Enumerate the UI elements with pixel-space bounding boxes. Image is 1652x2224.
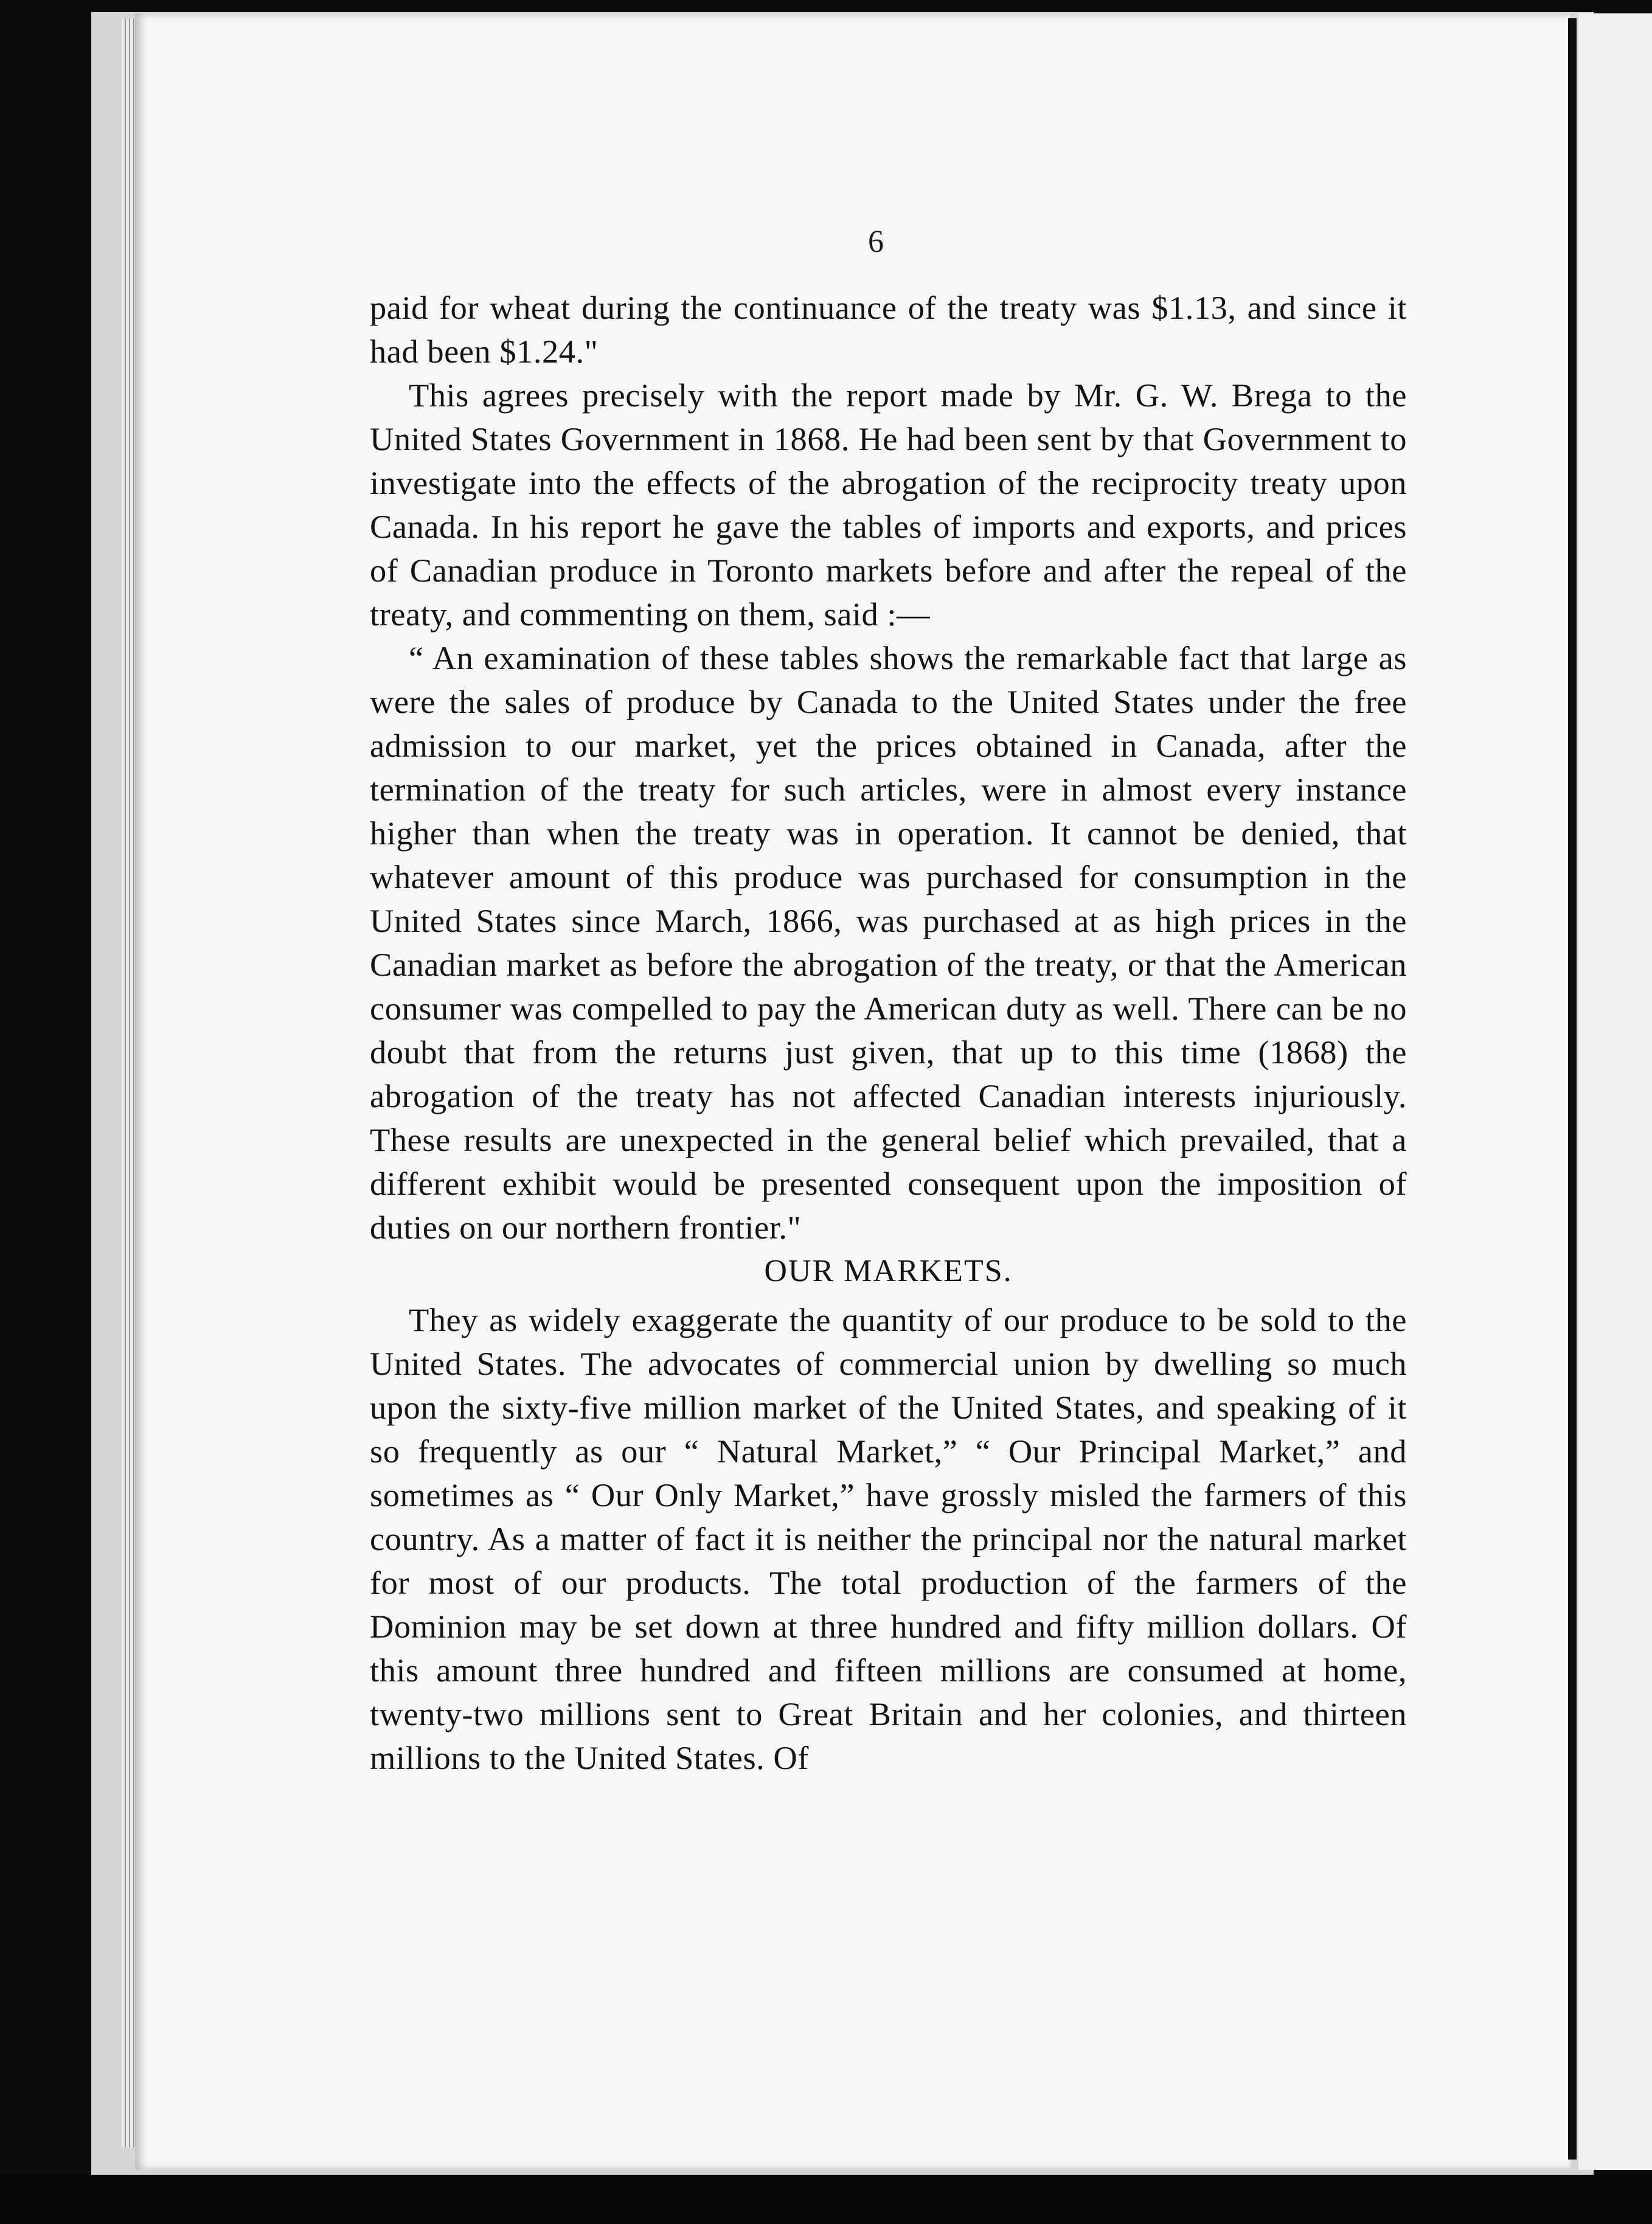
page-gutter [1568,18,1577,2160]
page-number: 6 [868,224,884,259]
paragraph-continuation: paid for wheat during the continuance of the treaty was $1.13, and since it had been $1.24." [370,289,1407,370]
paragraph-quotation: “ An examination of these tables shows the remarkable fact that large as were the sales of produce by Canada to the United States under the free admission to our market, yet the prices obtained in Canada, after the termination of the treaty for such articles, were in almost every instance higher than when the treaty was in operation. It cannot be denied, that whatever amount of this produce was purchased for consumption in the United States since March, 1866, was purchased at as high prices in the Canadian market as before the abrogation of the treaty, or that the American consumer was compelled to pay the American duty as well. There can be no doubt that from the returns just given, that up to this time (1868) the abrogation of the treaty has not affected Canadian interests injuriously. These results are unexpected in the general belief which prevailed, that a different exhibit would be presented consequent upon the imposition of duties on our northern frontier." [370,639,1407,1246]
body-text [370,286,1407,1780]
facing-page-edge [1578,13,1652,2170]
paragraph-our-markets: They as widely exaggerate the quantity of our produce to be sold to the United States. The advocates of commercial union by dwelling so much upon the sixty-five million market of the United States, and speaking of it so frequently as our “ Natural Market,” “ Our Principal Market,” and sometimes as “ Our Only Market,” have grossly misled the farmers of this country. As a matter of fact it is neither the principal nor the natural market for most of our products. The total production of the farmers of the Dominion may be set down at three hundred and fifty million dollars. Of this amount three hundred and fifteen millions are consumed at home, twenty-two millions sent to Great Britain and her colonies, and thirteen millions to the United States. Of [370,1301,1407,1776]
scan-bottom-border [0,2175,1652,2224]
section-heading: OUR MARKETS. [764,1254,1013,1288]
paragraph-brega-report: This agrees precisely with the report made by Mr. G. W. Brega to the United States Government in 1868. He had been sent by that Government to investigate into the effects of the abrogation of the reciprocity treaty upon Canada. In his report he gave the tables of imports and exports, and prices of Canadian produce in Toronto markets before and after the repeal of the treaty, and commenting on them, said :— [370,377,1407,633]
